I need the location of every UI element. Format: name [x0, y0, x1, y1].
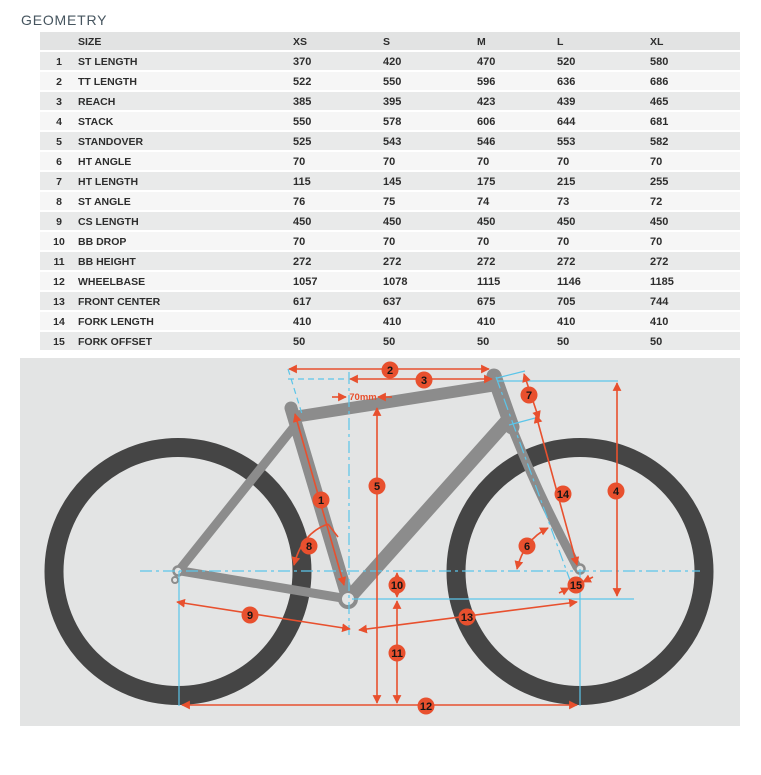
value-s: 550	[383, 76, 402, 88]
value-m: 74	[477, 196, 490, 208]
value-l: 70	[557, 236, 570, 248]
header-col-m: M	[477, 36, 486, 48]
row-number: 9	[56, 216, 62, 228]
row-number: 4	[56, 116, 62, 128]
svg-text:14: 14	[556, 488, 570, 501]
dim-70mm-label: 70mm	[349, 392, 377, 403]
value-xs: 1057	[293, 276, 318, 288]
value-l: 50	[557, 336, 570, 348]
value-xl: 681	[650, 116, 669, 128]
value-xl: 410	[650, 316, 669, 328]
table-row	[40, 72, 740, 92]
value-l: 272	[557, 256, 576, 268]
value-l: 439	[557, 96, 576, 108]
header-col-s: S	[383, 36, 391, 48]
row-number: 13	[53, 296, 65, 308]
row-label: ST LENGTH	[78, 56, 138, 68]
table-row	[40, 52, 740, 72]
value-m: 70	[477, 156, 490, 168]
marker-5	[369, 478, 386, 495]
value-xl: 450	[650, 216, 669, 228]
svg-text:13: 13	[460, 611, 474, 624]
value-xs: 522	[293, 76, 312, 88]
row-label: BB DROP	[78, 236, 127, 248]
table-row	[40, 192, 740, 212]
value-s: 578	[383, 116, 402, 128]
table-row	[40, 312, 740, 332]
value-xs: 450	[293, 216, 312, 228]
page-title: GEOMETRY	[21, 12, 108, 28]
svg-text:7: 7	[525, 389, 533, 402]
bike-geometry-diagram	[20, 358, 740, 726]
value-s: 145	[383, 176, 402, 188]
value-l: 450	[557, 216, 576, 228]
value-s: 410	[383, 316, 402, 328]
table-row	[40, 152, 740, 172]
value-m: 1115	[477, 276, 501, 288]
marker-12	[418, 698, 435, 715]
value-xs: 385	[293, 96, 312, 108]
value-m: 50	[477, 336, 490, 348]
value-l: 73	[557, 196, 570, 208]
value-l: 636	[557, 76, 576, 88]
row-number: 14	[53, 316, 65, 328]
value-xl: 50	[650, 336, 663, 348]
header-col-xl: XL	[650, 36, 664, 48]
derailleur-hanger	[172, 577, 178, 583]
dim-fork-offset-left-arrow	[559, 588, 569, 593]
header-col-xs: XS	[293, 36, 308, 48]
svg-text:12: 12	[419, 700, 433, 713]
value-l: 705	[557, 296, 576, 308]
row-number: 11	[53, 256, 65, 268]
value-m: 423	[477, 96, 496, 108]
top-tube	[294, 385, 497, 417]
marker-1	[313, 492, 330, 509]
marker-15	[568, 577, 585, 594]
table-row	[40, 132, 740, 152]
value-xs: 50	[293, 336, 306, 348]
value-s: 272	[383, 256, 402, 268]
bike-geometry-svg	[20, 358, 740, 726]
value-xs: 115	[293, 176, 311, 188]
marker-2	[382, 362, 399, 379]
row-label: STANDOVER	[78, 136, 144, 148]
value-xl: 255	[650, 176, 669, 188]
table-row	[40, 292, 740, 312]
header-row-number-cell	[40, 32, 78, 52]
value-xl: 686	[650, 76, 669, 88]
value-l: 644	[557, 116, 576, 128]
value-xl: 582	[650, 136, 669, 148]
row-number: 7	[56, 176, 62, 188]
value-l: 410	[557, 316, 576, 328]
svg-text:15: 15	[569, 579, 583, 592]
row-number: 8	[56, 196, 62, 208]
value-m: 272	[477, 256, 496, 268]
value-s: 75	[383, 196, 396, 208]
row-label: TT LENGTH	[78, 76, 137, 88]
value-xs: 272	[293, 256, 312, 268]
value-m: 410	[477, 316, 496, 328]
value-xl: 70	[650, 236, 663, 248]
svg-text:2: 2	[386, 364, 394, 377]
svg-text:4: 4	[612, 485, 620, 498]
row-label: FORK LENGTH	[78, 316, 154, 328]
value-xs: 76	[293, 196, 306, 208]
dim-cs-length	[177, 602, 350, 629]
value-m: 546	[477, 136, 496, 148]
value-xs: 370	[293, 56, 312, 68]
row-label: HT LENGTH	[78, 176, 139, 188]
value-xs: 70	[293, 236, 306, 248]
row-number: 5	[56, 136, 62, 148]
header-col-l: L	[557, 36, 564, 48]
value-m: 450	[477, 216, 496, 228]
value-m: 70	[477, 236, 490, 248]
table-row	[40, 92, 740, 112]
value-xs: 550	[293, 116, 312, 128]
row-number: 6	[56, 156, 62, 168]
marker-7	[521, 387, 538, 404]
value-xl: 744	[650, 296, 669, 308]
table-row	[40, 212, 740, 232]
row-label: STACK	[78, 116, 114, 128]
row-label: CS LENGTH	[78, 216, 139, 228]
row-label: BB HEIGHT	[78, 256, 136, 268]
value-s: 50	[383, 336, 396, 348]
marker-3	[416, 372, 433, 389]
row-label: REACH	[78, 96, 116, 108]
header-size-label: SIZE	[78, 36, 102, 48]
value-l: 215	[557, 176, 576, 188]
row-number: 15	[53, 336, 65, 348]
value-xl: 465	[650, 96, 669, 108]
table-row	[40, 172, 740, 192]
marker-8	[301, 538, 318, 555]
value-s: 637	[383, 296, 402, 308]
value-xl: 70	[650, 156, 663, 168]
row-number: 2	[56, 76, 62, 88]
marker-6	[519, 538, 536, 555]
table-row	[40, 272, 740, 292]
svg-text:1: 1	[317, 494, 325, 507]
value-m: 596	[477, 76, 496, 88]
value-s: 450	[383, 216, 402, 228]
chain-stay	[181, 571, 348, 599]
row-label: HT ANGLE	[78, 156, 132, 168]
value-m: 470	[477, 56, 496, 68]
value-l: 553	[557, 136, 576, 148]
value-m: 175	[477, 176, 496, 188]
table-header-row	[40, 32, 740, 52]
svg-text:8: 8	[305, 540, 313, 553]
dim-fork-offset-right-arrow	[583, 577, 593, 582]
marker-10	[389, 577, 406, 594]
row-number: 12	[53, 276, 65, 288]
value-s: 543	[383, 136, 402, 148]
value-xs: 70	[293, 156, 306, 168]
reference-lines	[140, 369, 700, 706]
value-l: 70	[557, 156, 570, 168]
marker-4	[608, 483, 625, 500]
table-row	[40, 232, 740, 252]
row-number: 1	[56, 56, 62, 68]
value-s: 395	[383, 96, 402, 108]
svg-text:3: 3	[420, 374, 428, 387]
table-row	[40, 332, 740, 352]
svg-text:9: 9	[246, 609, 254, 622]
row-label: FORK OFFSET	[78, 336, 153, 348]
marker-13	[459, 609, 476, 626]
svg-text:6: 6	[523, 540, 531, 553]
row-number: 3	[56, 96, 62, 108]
value-s: 420	[383, 56, 402, 68]
value-xl: 1185	[650, 276, 674, 288]
svg-text:10: 10	[390, 579, 404, 592]
svg-text:5: 5	[373, 480, 381, 493]
value-s: 70	[383, 236, 396, 248]
svg-text:11: 11	[391, 647, 403, 660]
value-xl: 272	[650, 256, 669, 268]
row-label: WHEELBASE	[78, 276, 146, 288]
table-row	[40, 112, 740, 132]
head-tube	[494, 376, 512, 427]
value-m: 606	[477, 116, 496, 128]
row-label: ST ANGLE	[78, 196, 131, 208]
value-s: 70	[383, 156, 396, 168]
marker-9	[242, 607, 259, 624]
table-row	[40, 252, 740, 272]
value-xs: 617	[293, 296, 312, 308]
value-m: 675	[477, 296, 496, 308]
value-l: 1146	[557, 276, 581, 288]
value-xl: 72	[650, 196, 663, 208]
row-number: 10	[53, 236, 65, 248]
marker-11	[389, 645, 406, 662]
geometry-table	[40, 32, 740, 352]
value-s: 1078	[383, 276, 408, 288]
marker-14	[555, 486, 572, 503]
value-xs: 410	[293, 316, 312, 328]
table-body	[40, 52, 740, 352]
value-xl: 580	[650, 56, 669, 68]
row-label: FRONT CENTER	[78, 296, 161, 308]
value-l: 520	[557, 56, 576, 68]
value-xs: 525	[293, 136, 312, 148]
